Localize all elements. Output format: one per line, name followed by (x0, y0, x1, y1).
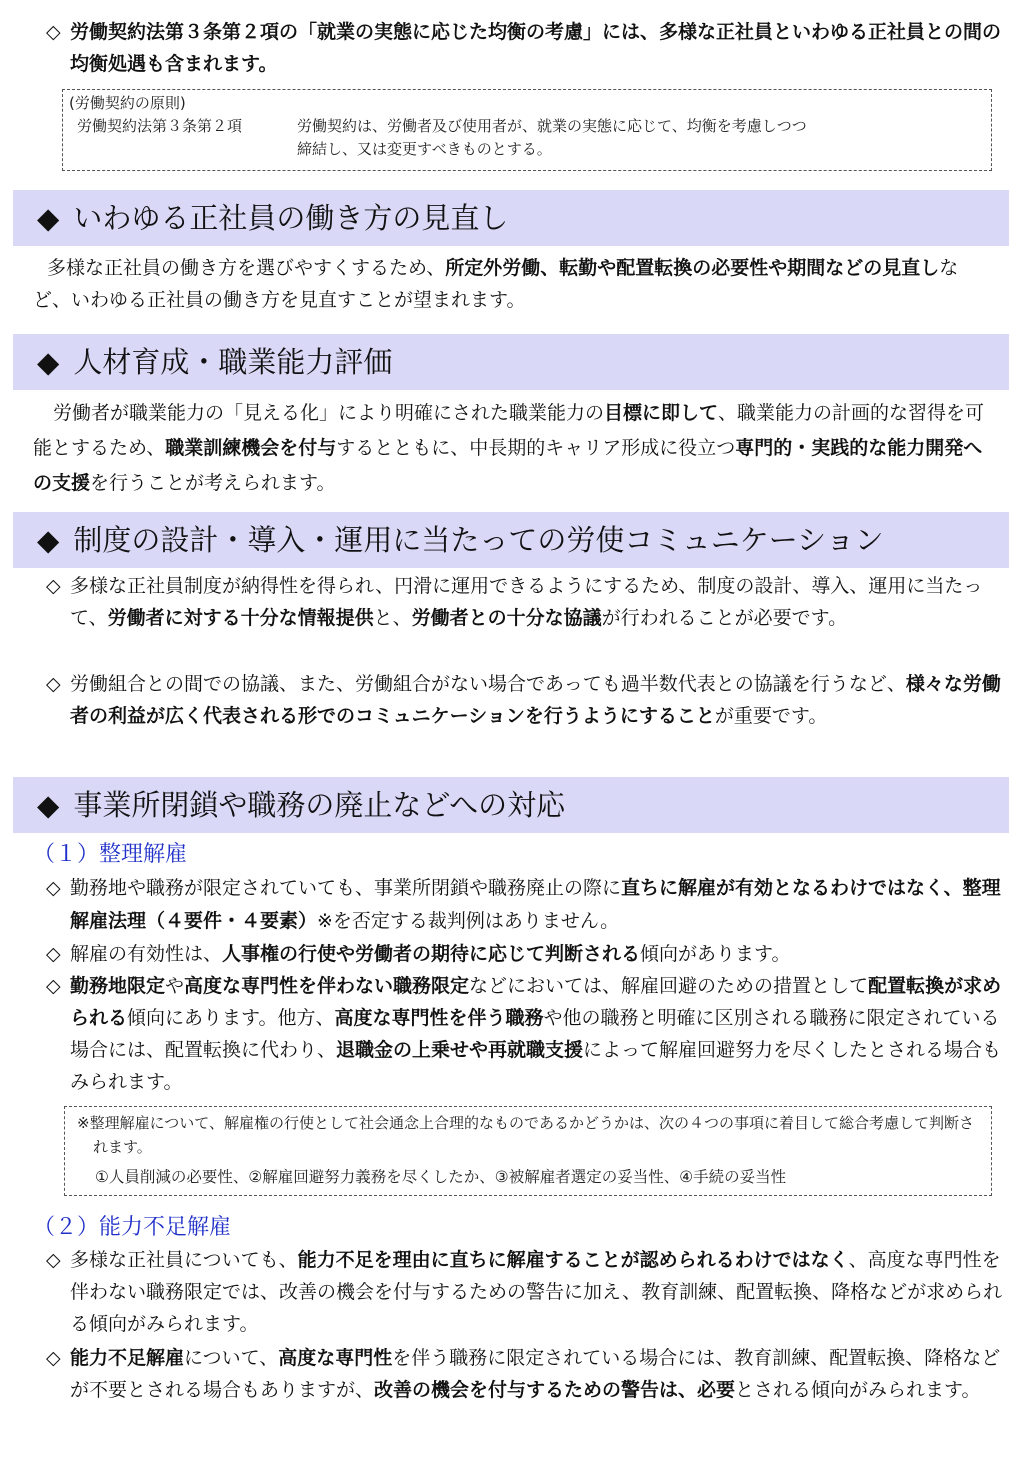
bold-run: 配置転換が求められる (70, 975, 1002, 1029)
bold-run: 能力不足解雇 (70, 1347, 185, 1369)
text-run: ※を否定する裁判例はありません。 (317, 910, 620, 932)
text-run: を伴う職務に限定されている場合には、教育訓練、配置転換、降格などが不要とされる場合もありますが、 (70, 1347, 1001, 1401)
section-header-closure (13, 777, 1009, 833)
list-item (46, 872, 1010, 938)
bold-run: 改善の機会を付与するための警告は、必要 (374, 1379, 736, 1401)
text-run: 、高度な専門性を伴わない職務限定では、改善の機会を付与するための警告に加え、教育訓練、配置転換、降格などが求められる傾向がみられます。 (70, 1249, 1003, 1335)
bold-run: 高度な専門性 (278, 1347, 393, 1369)
bullet-mark: ◇ (46, 673, 61, 695)
section-title: 制度の設計・導入・運用に当たっての労使コミュニケーション (73, 523, 884, 557)
list-item (46, 668, 1010, 732)
contract-principle-box (62, 89, 992, 171)
bold-run: 人事権の行使や労働者の期待に応じて判断される (222, 943, 641, 965)
text-run: 傾向にあります。他方、 (127, 1007, 335, 1029)
text-run: と、 (373, 607, 412, 629)
list-item (46, 970, 1010, 1098)
section-paragraph (33, 252, 988, 316)
list-item (46, 1342, 1010, 1406)
bullet-mark: ◇ (46, 1347, 61, 1369)
section-title: 人材育成・職業能力評価 (73, 345, 393, 379)
text-run: 多様な正社員の働き方を選びやすくするため、 (47, 257, 446, 279)
text-run: 解雇の有効性は、 (70, 943, 223, 965)
box-article: 労働契約法第３条第２項 (77, 117, 243, 135)
bold-run: 職業訓練機会を付与 (165, 437, 337, 459)
bold-run: 労働者に対する十分な情報提供 (107, 607, 374, 629)
text-run: など、いわゆる正社員の働き方を見直すことが望まれます。 (33, 257, 959, 311)
text-run: について、 (184, 1347, 279, 1369)
bold-run: 所定外労働、転勤や配置転換の必要性や期間などの見直し (445, 257, 940, 279)
section-title: 事業所閉鎖や職務の廃止などへの対応 (73, 788, 566, 822)
text-run: 労働者が職業能力の「見える化」により明確にされた職業能力の (53, 402, 605, 424)
bold-run: 様々な労働者の利益が広く代表される形でのコミュニケーションを行うようにすること (70, 673, 1001, 727)
bold-run: 能力不足を理由に直ちに解雇することが認められるわけではなく (297, 1249, 849, 1271)
text-run: や他の職務と明確に区別される職務に限定されている場合には、配置転換に代わり、 (70, 1007, 1000, 1061)
text-run: 多様な正社員制度が納得性を得られ、円滑に運用できるようにするため、制度の設計、導入、運用に当たって、 (70, 575, 983, 629)
top-bullet (46, 16, 1010, 80)
box-label: (労働契約の原則) (69, 94, 186, 112)
section-title: いわゆる正社員の働き方の見直し (73, 201, 509, 235)
bold-run: 直ちに解雇が有効となるわけではなく、整理解雇法理（４要件・４要素） (70, 877, 1001, 932)
text-run: を行うことが考えられます。 (90, 472, 336, 494)
text-run: とされる傾向がみられます。 (735, 1379, 981, 1401)
list-item (46, 570, 1010, 634)
text-run: 勤務地や職務が限定されていても、事業所閉鎖や職務廃止の際に (70, 877, 622, 899)
dismissal-note-box (64, 1106, 992, 1196)
text-run: や (165, 975, 185, 997)
diamond-icon: ◆ (37, 201, 60, 235)
section-header-training (13, 334, 1009, 390)
bullet-mark: ◇ (46, 1249, 61, 1271)
section-paragraph (33, 396, 988, 501)
bullet-mark: ◇ (46, 943, 61, 965)
subheading-restructuring-dismissal: （１）整理解雇 (33, 842, 188, 867)
bold-run: 高度な専門性を伴う職務 (334, 1007, 544, 1029)
bullet-mark: ◇ (46, 575, 61, 597)
text-run: するとともに、中長期的キャリア形成に役立つ (336, 437, 736, 459)
bold-run: 目標に即して (604, 402, 719, 424)
bold-run: 労働者との十分な協議 (411, 607, 602, 629)
bullet-mark: ◇ (46, 975, 61, 997)
list-item (46, 1244, 1010, 1340)
section-header-communication (13, 512, 1009, 568)
bold-run: 高度な専門性を伴わない職務限定 (184, 975, 470, 997)
text-run: 労働組合との間での協議、また、労働組合がない場合であっても過半数代表との協議を行うなど、 (70, 673, 906, 695)
text-run: 多様な正社員についても、 (70, 1249, 298, 1271)
text-run: 、職業能力の計画的な習得を可能とするため、 (33, 402, 985, 459)
top-bullet-text: 労働契約法第３条第２項の「就業の実態に応じた均衡の考慮」には、多様な正社員といわゆる正社員との間の均衡処遇も含まれます。 (70, 21, 1002, 75)
diamond-icon: ◆ (37, 523, 60, 557)
diamond-icon: ◆ (37, 788, 60, 822)
bold-run: 勤務地限定 (70, 975, 166, 997)
bold-run: 退職金の上乗せや再就職支援 (336, 1039, 584, 1061)
list-item (46, 938, 1010, 971)
text-run: などにおいては、解雇回避のための措置として (469, 975, 869, 997)
box-line-2: 締結し、又は変更すべきものとする。 (297, 140, 552, 158)
subheading-incompetence-dismissal: （２）能力不足解雇 (33, 1215, 232, 1240)
note-line-2: ①人員削減の必要性、②解雇回避努力義務を尽くしたか、③被解雇者選定の妥当性、④手続の妥当性 (95, 1168, 787, 1186)
bullet-mark: ◇ (46, 877, 61, 899)
diamond-icon: ◆ (37, 345, 60, 379)
text-run: によって解雇回避努力を尽くしたとされる場合もみられます。 (70, 1039, 1002, 1093)
box-line-1: 労働契約は、労働者及び使用者が、就業の実態に応じて、均衡を考慮しつつ (297, 117, 807, 135)
bold-run: 専門的・実践的な能力開発への支援 (33, 437, 983, 494)
section-header-work-style (13, 190, 1009, 246)
box-text (297, 115, 807, 161)
text-run: 傾向があります。 (640, 943, 791, 965)
bullet-mark: ◇ (46, 21, 61, 43)
text-run: が行われることが必要です。 (601, 607, 848, 629)
text-run: が重要です。 (714, 705, 828, 727)
note-line-1: ※整理解雇について、解雇権の行使として社会通念上合理的なものであるかどうかは、次の４つの事項に着目して総合考慮して判断されます。 (77, 1114, 974, 1156)
box-article-row (69, 115, 985, 161)
